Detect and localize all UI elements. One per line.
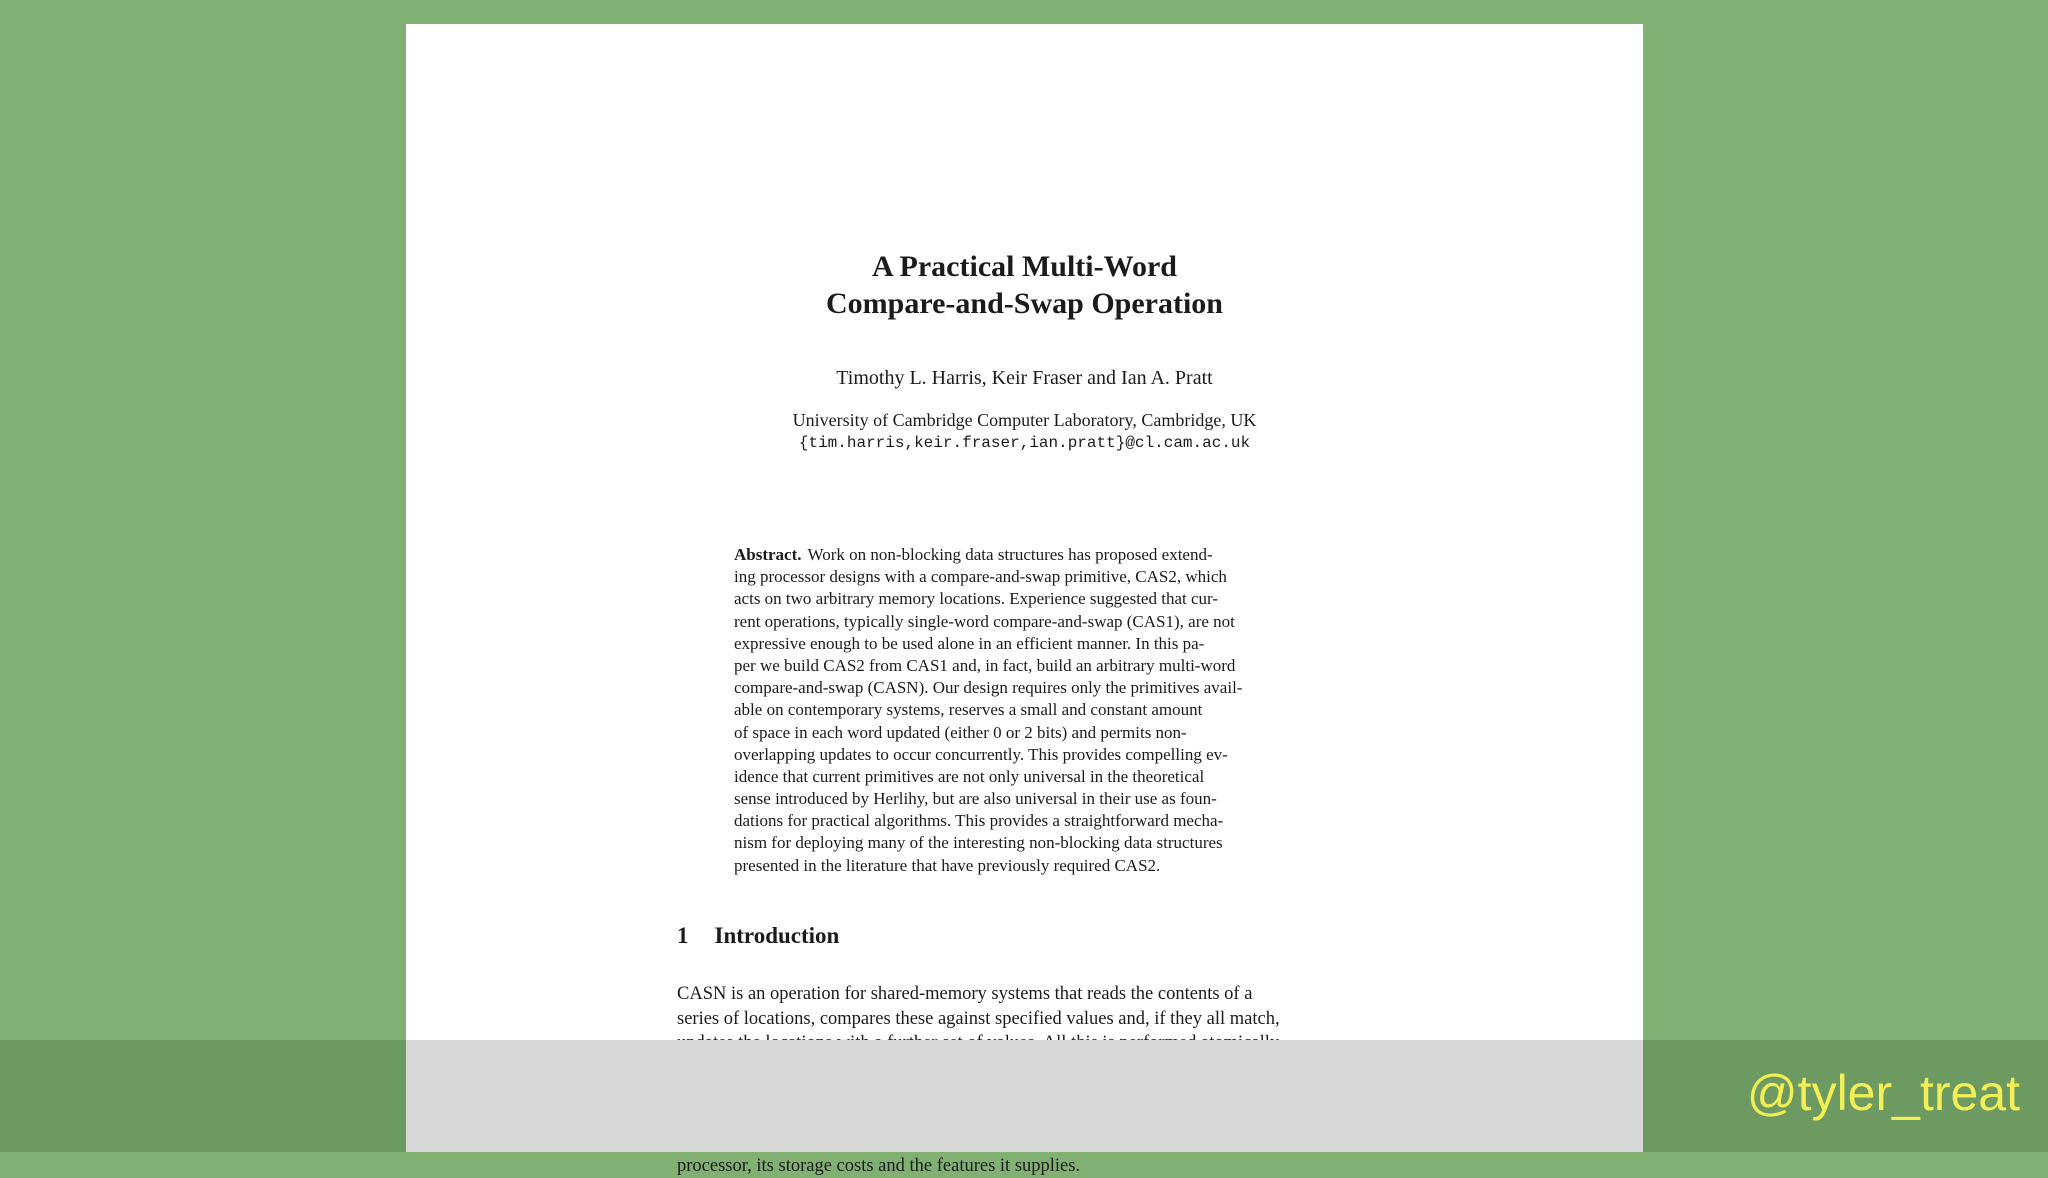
abstract-line	[734, 722, 1322, 744]
abstract-line	[734, 655, 1322, 677]
abstract-line-text: overlapping updates to occur concurrently. This provides compelling ev-	[734, 745, 1228, 764]
watermark-handle: @tyler_treat	[1747, 1063, 2020, 1123]
abstract-line	[734, 788, 1322, 810]
section-title: Introduction	[715, 923, 840, 948]
abstract-line	[734, 855, 1322, 877]
paper-title	[406, 248, 1643, 322]
paper-page	[406, 24, 1643, 1152]
paper-authors: Timothy L. Harris, Keir Fraser and Ian A. Pratt	[406, 365, 1643, 391]
intro-line: processor, its storage costs and the features it supplies.	[677, 1154, 1377, 1178]
abstract-line-text: acts on two arbitrary memory locations. Experience suggested that cur-	[734, 589, 1218, 608]
abstract-line	[734, 633, 1322, 655]
abstract-line-text: able on contemporary systems, reserves a small and constant amount	[734, 700, 1202, 719]
abstract-label: Abstract.	[734, 545, 802, 564]
abstract-line-text: nism for deploying many of the interesting non-blocking data structures	[734, 833, 1223, 852]
abstract-line-text: per we build CAS2 from CAS1 and, in fact, build an arbitrary multi-word	[734, 656, 1235, 675]
abstract-line-text: presented in the literature that have previously required CAS2.	[734, 856, 1160, 875]
title-line-1: A Practical Multi-Word	[406, 248, 1643, 285]
section-number: 1	[677, 923, 689, 948]
abstract-line	[734, 677, 1322, 699]
abstract-line-text: sense introduced by Herlihy, but are also universal in their use as foun-	[734, 789, 1217, 808]
abstract-line	[734, 744, 1322, 766]
abstract-line-text: rent operations, typically single-word compare-and-swap (CAS1), are not	[734, 612, 1235, 631]
abstract-line	[734, 832, 1322, 854]
paper-affiliation: University of Cambridge Computer Laboratory, Cambridge, UK	[406, 409, 1643, 431]
abstract-line	[734, 699, 1322, 721]
abstract-line	[734, 810, 1322, 832]
section-heading	[677, 921, 839, 951]
abstract-line-text: Work on non-blocking data structures has proposed extend-	[808, 545, 1213, 564]
abstract-line	[734, 544, 1322, 566]
abstract-line-text: expressive enough to be used alone in an efficient manner. In this pa-	[734, 634, 1204, 653]
abstract-line-text: dations for practical algorithms. This provides a straightforward mecha-	[734, 811, 1223, 830]
intro-line: series of locations, compares these against specified values and, if they all match,	[677, 1007, 1377, 1032]
abstract-line	[734, 588, 1322, 610]
abstract-line-text: idence that current primitives are not only universal in the theoretical	[734, 767, 1204, 786]
abstract-line	[734, 566, 1322, 588]
title-line-2: Compare-and-Swap Operation	[406, 285, 1643, 322]
intro-line: CASN is an operation for shared-memory systems that reads the contents of a	[677, 982, 1377, 1007]
paper-email: {tim.harris,keir.fraser,ian.pratt}@cl.cam.ac.uk	[406, 432, 1643, 454]
abstract	[734, 544, 1322, 877]
introduction-body-overlay	[677, 1040, 1397, 1152]
abstract-line-text: compare-and-swap (CASN). Our design requires only the primitives avail-	[734, 678, 1242, 697]
abstract-line	[734, 611, 1322, 633]
abstract-line-text: of space in each word updated (either 0 or 2 bits) and permits non-	[734, 723, 1187, 742]
abstract-line	[734, 766, 1322, 788]
abstract-line-text: ing processor designs with a compare-and-swap primitive, CAS2, which	[734, 567, 1227, 586]
